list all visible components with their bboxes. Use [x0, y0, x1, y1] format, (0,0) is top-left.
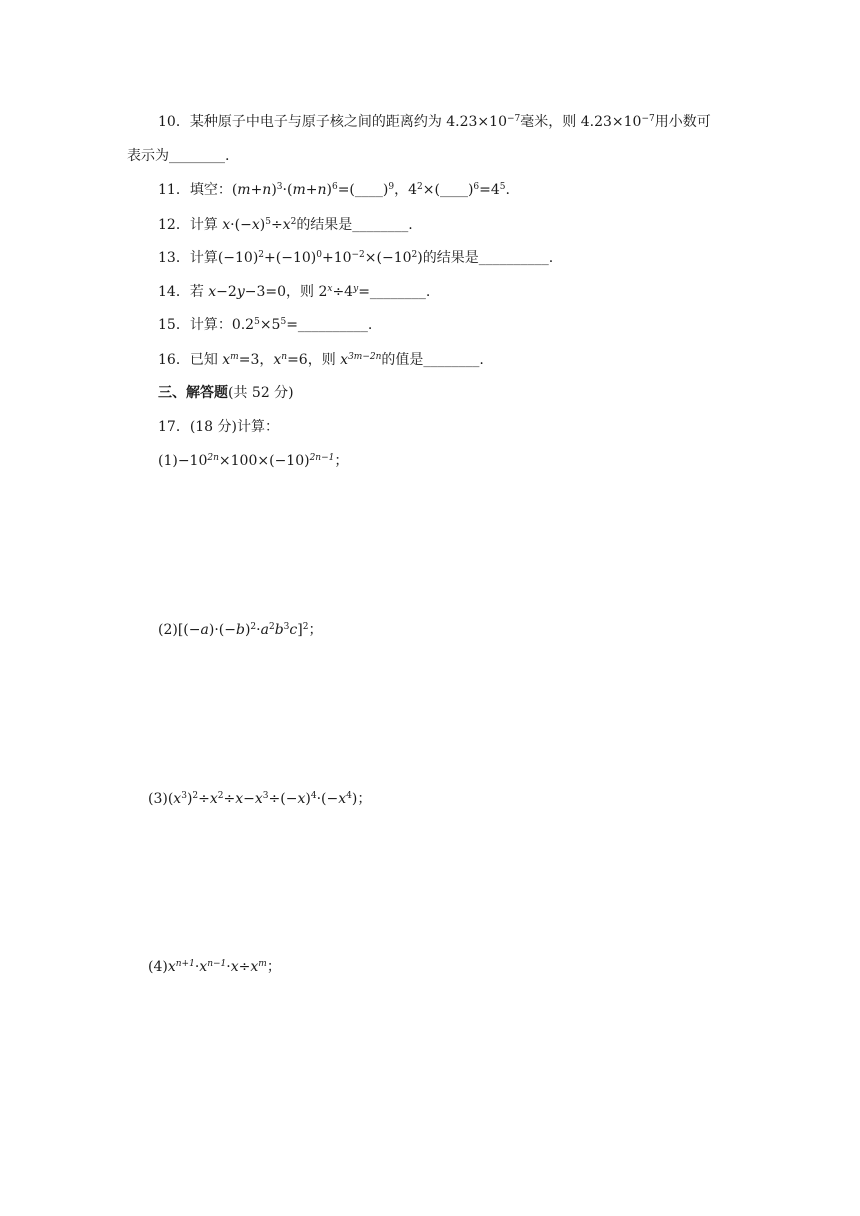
q14-var: x [208, 284, 217, 300]
q14-text: −2 [216, 284, 237, 300]
q14-text: ÷4 [332, 284, 354, 300]
question-15 [158, 315, 372, 335]
question-11 [158, 180, 510, 200]
q16-text: =6，则 [287, 352, 341, 368]
q13-text: 13．计算(−10) [158, 250, 259, 266]
q13-exponent: 2 [258, 250, 265, 260]
q17p3-text: ·(− [316, 791, 339, 807]
q11-var: n [262, 182, 272, 198]
question-17-part-4 [148, 957, 281, 977]
q15-text: =__________. [286, 317, 373, 333]
q17p2-text: ； [308, 622, 323, 638]
q14-text: 14．若 [158, 284, 209, 300]
q11-exponent: 3 [276, 182, 283, 192]
q12-text: 的结果是________. [296, 217, 413, 233]
q12-text: ) [259, 217, 266, 233]
q17p4-exponent: n−1 [207, 959, 227, 969]
q13-text: +10 [321, 250, 352, 266]
q15-exponent: 5 [280, 317, 287, 327]
q11-answer-blank: =(____) [337, 182, 389, 198]
q17p4-var: x [250, 959, 259, 975]
q16-exponent: m [230, 352, 239, 362]
q13-exponent: 0 [316, 250, 322, 260]
q14-text: =________. [358, 284, 431, 300]
q11-text: + [305, 182, 318, 198]
q11-text: . [505, 182, 510, 198]
q17p4-text: ÷ [238, 959, 251, 975]
q11-exponent: 5 [499, 182, 506, 192]
q17p4-text: ； [266, 959, 281, 975]
q17p2-exponent: 2 [302, 622, 309, 632]
question-10-line-2 [127, 146, 229, 166]
q15-text: ×5 [259, 317, 281, 333]
q17p3-exponent: 4 [346, 791, 352, 801]
q12-text: ·(− [230, 217, 252, 233]
q16-exponent: 3m−2n [348, 352, 382, 362]
q16-text: 的值是________. [381, 352, 484, 368]
q17p2-var: b [235, 622, 245, 638]
question-14 [158, 282, 430, 302]
q11-var: m [237, 182, 251, 198]
q12-var: x [222, 217, 231, 233]
question-10-line-1 [158, 112, 711, 132]
q16-var: x [222, 352, 231, 368]
q17p3-exponent: 2 [217, 791, 224, 801]
q17p4-text: · [194, 959, 200, 975]
q11-exponent: 6 [331, 182, 338, 192]
q11-answer-blank: ×(____) [422, 182, 474, 198]
question-13 [158, 248, 553, 268]
q12-var: x [282, 217, 291, 233]
q12-exponent: 5 [265, 217, 271, 227]
q13-text: ×(−10 [364, 250, 412, 266]
q11-text: 11．填空：( [158, 182, 238, 198]
q17p3-text: )； [351, 791, 372, 807]
q11-exponent: 6 [473, 182, 480, 192]
q12-exponent: 2 [290, 217, 297, 227]
q11-text: + [250, 182, 263, 198]
q11-text: ) [326, 182, 332, 198]
q17p3-text: − [243, 791, 255, 807]
q10-text: 毫米，则 4.23×10 [520, 114, 642, 130]
q10-text: 用小数可 [654, 114, 711, 130]
q10-exponent: −7 [641, 114, 655, 124]
q12-var: x [251, 217, 260, 233]
q17p4-exponent: m [258, 959, 267, 969]
q17p2-var: a [260, 622, 269, 638]
q12-text: 12．计算 [158, 217, 223, 233]
q11-text: ·( [282, 182, 293, 198]
q17p1-text: (1)−10 [158, 453, 208, 469]
q17p3-text: ÷(− [268, 791, 298, 807]
q17p4-var: x [230, 959, 239, 975]
q14-var: y [236, 284, 245, 300]
q17p2-text: ) [244, 622, 251, 638]
q13-exponent: 2 [411, 250, 418, 260]
q17p1-exponent: 2n−1 [309, 453, 335, 463]
question-17-part-1 [158, 451, 348, 471]
q17p1-text: ； [334, 453, 349, 469]
q14-exponent: x [327, 284, 333, 294]
q13-exponent: −2 [351, 250, 365, 260]
q17p2-var: c [289, 622, 298, 638]
q17p3-text: ) [305, 791, 311, 807]
q10-text: 10．某种原子中电子与原子核之间的距离约为 4.23×10 [158, 114, 507, 130]
q14-exponent: y [353, 284, 359, 294]
q17p3-var: x [173, 791, 182, 807]
q17p3-var: x [235, 791, 244, 807]
q14-text: −3=0，则 2 [244, 284, 328, 300]
q17p4-text: (4) [148, 959, 168, 975]
q17p2-exponent: 2 [268, 622, 275, 632]
q11-exponent: 2 [417, 182, 423, 192]
q17p4-var: x [167, 959, 176, 975]
q17p3-var: x [297, 791, 306, 807]
q17p2-exponent: 2 [250, 622, 257, 632]
q17p2-var: a [200, 622, 209, 638]
q17p3-text: ) [186, 791, 193, 807]
q13-text: +(−10) [264, 250, 317, 266]
question-12 [158, 215, 413, 235]
q17p3-exponent: 3 [181, 791, 187, 801]
q10-text: 表示为________. [127, 148, 230, 164]
q17p4-text: · [226, 959, 231, 975]
q17p3-var: x [338, 791, 347, 807]
q17p2-text: )·(− [208, 622, 236, 638]
q17p3-var: x [209, 791, 218, 807]
q17p2-text: ] [297, 622, 303, 638]
q17p2-text: · [256, 622, 261, 638]
q17p3-exponent: 2 [192, 791, 199, 801]
question-17-part-3 [148, 789, 371, 809]
q17p3-text: (3)( [148, 791, 174, 807]
q11-text: =4 [479, 182, 500, 198]
q15-exponent: 5 [254, 317, 260, 327]
q11-exponent: 9 [388, 182, 395, 192]
q11-var: n [317, 182, 327, 198]
q17p3-exponent: 4 [310, 791, 317, 801]
q17p1-exponent: 2n [207, 453, 219, 463]
q13-text: )的结果是__________. [417, 250, 554, 266]
q17p3-var: x [254, 791, 263, 807]
question-17-header [158, 417, 279, 437]
q17p4-var: x [199, 959, 208, 975]
section-title: 三、解答题 [158, 385, 228, 401]
q10-exponent: −7 [506, 114, 521, 124]
q17p3-exponent: 3 [262, 791, 269, 801]
q17p2-var: b [274, 622, 284, 638]
q17p4-exponent: n+1 [175, 959, 195, 969]
q16-text: 16．已知 [158, 352, 223, 368]
q16-exponent: n [281, 352, 288, 362]
section-3-heading [158, 383, 294, 403]
q17p1-text: ×100×(−10) [218, 453, 310, 469]
q17p3-text: ÷ [223, 791, 236, 807]
q15-text: 15．计算：0.2 [158, 317, 255, 333]
question-17-part-2 [158, 620, 322, 640]
q11-text: ，4 [394, 182, 418, 198]
q17p3-text: ÷ [198, 791, 210, 807]
q11-var: m [292, 182, 306, 198]
q16-var: x [340, 352, 349, 368]
q12-text: ÷ [270, 217, 283, 233]
q17p2-exponent: 3 [283, 622, 290, 632]
q11-text: ) [271, 182, 277, 198]
q16-var: x [273, 352, 282, 368]
q16-text: =3， [238, 352, 274, 368]
question-16 [158, 350, 484, 370]
section-note: (共 52 分) [228, 385, 294, 401]
q17p2-text: (2)[(− [158, 622, 201, 638]
q17-header-text: 17．(18 分)计算： [158, 419, 280, 435]
